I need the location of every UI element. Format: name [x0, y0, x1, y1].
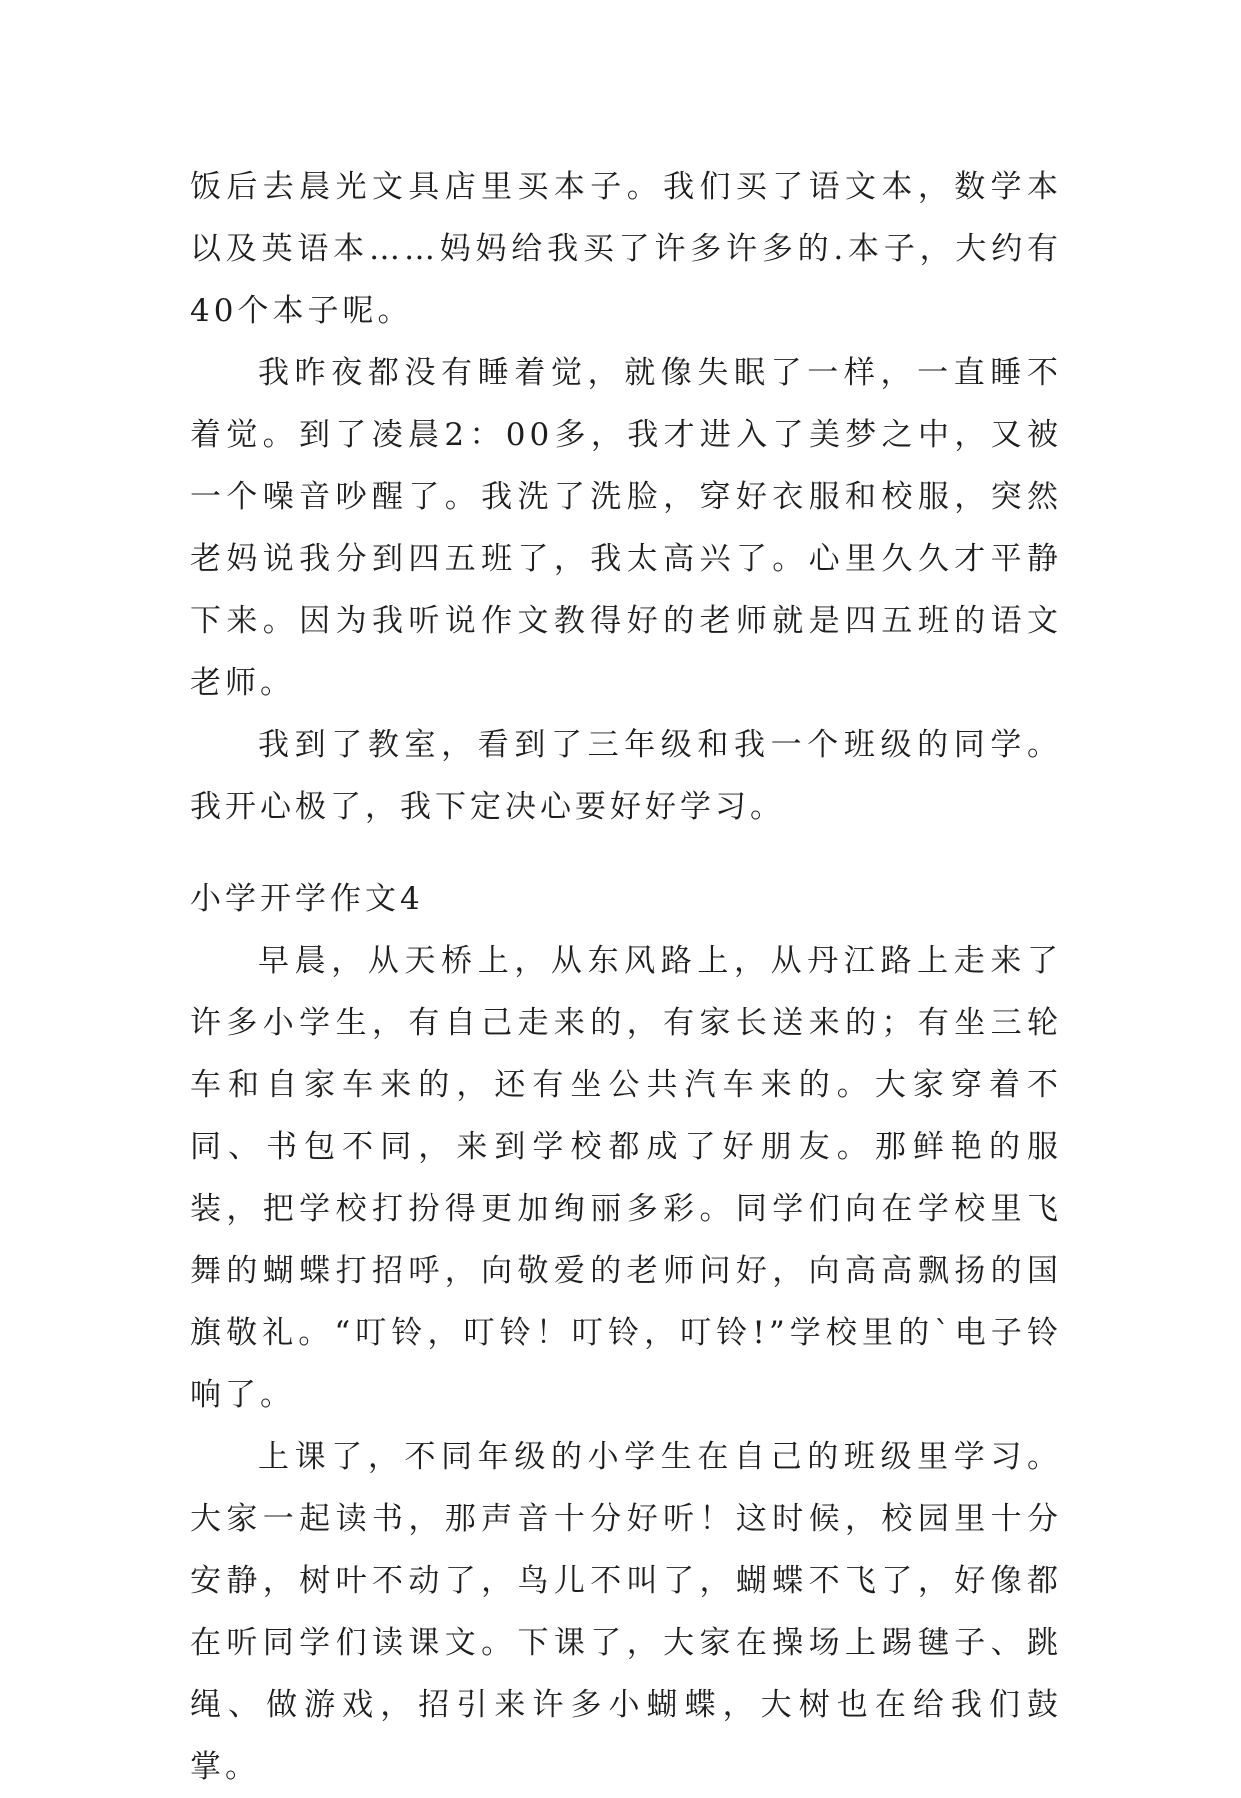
- paragraph-morning: 早晨，从天桥上，从东风路上，从丹江路上走来了许多小学生，有自己走来的，有家长送来的；有坐三轮车和自家车来的，还有坐公共汽车来的。大家穿着不同、书包不同，来到学校都成了好朋友。那鲜艳的服装，把学校打扮得更加绚丽多彩。同学们向在学校里飞舞的蝴蝶打招呼，向敬爱的老师问好，向高高飘扬的国旗敬礼。“叮铃，叮铃！叮铃，叮铃!”学校里的`电子铃响了。: [190, 943, 1062, 1413]
- paragraph-classroom: 我到了教室，看到了三年级和我一个班级的同学。我开心极了，我下定决心要好好学习。: [190, 727, 1062, 825]
- paragraph-continued: 饭后去晨光文具店里买本子。我们买了语文本，数学本以及英语本……妈妈给我买了许多许多的.本子，大约有40个本子呢。: [190, 169, 1062, 329]
- section-title: 小学开学作文4: [190, 881, 424, 917]
- document-body: [190, 156, 1062, 1798]
- paragraph-sleepless-night: 我昨夜都没有睡着觉，就像失眠了一样，一直睡不着觉。到了凌晨2：00多，我才进入了美梦之中，又被一个噪音吵醒了。我洗了洗脸，穿好衣服和校服，突然老妈说我分到四五班了，我太高兴了。心里久久才平静下来。因为我听说作文教得好的老师就是四五班的语文老师。: [190, 355, 1062, 701]
- paragraph-class-time: 上课了，不同年级的小学生在自己的班级里学习。大家一起读书，那声音十分好听！这时候，校园里十分安静，树叶不动了，鸟儿不叫了，蝴蝶不飞了，好像都在听同学们读课文。下课了，大家在操场上踢毽子、跳绳、做游戏，招引来许多小蝴蝶，大树也在给我们鼓掌。: [190, 1439, 1062, 1785]
